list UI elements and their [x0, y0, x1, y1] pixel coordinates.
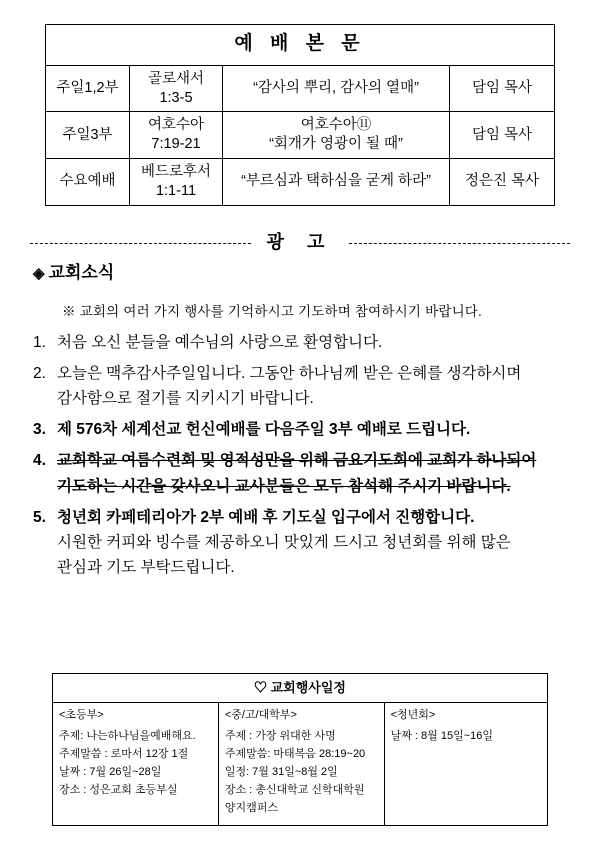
announcement-heading: [30, 228, 570, 254]
item-number: 2.: [33, 365, 46, 383]
schedule-group-label: <초등부>: [59, 709, 104, 722]
table-row: [46, 112, 555, 159]
item-text: 제 576차 세계선교 헌신예배를 다음주일 3부 예배로 드립니다.: [57, 421, 471, 439]
section-title-church-news: [33, 258, 114, 283]
item-text: [57, 505, 573, 580]
list-item: [33, 505, 573, 580]
announcement-list: [33, 330, 573, 586]
item-number: 4.: [33, 452, 46, 470]
sermon-title: “감사의 뿌리, 감사의 열매”: [223, 65, 450, 112]
scripture-book: 여호수아: [147, 117, 205, 134]
schedule-line: 장소 : 총신대학교 신학대학원: [224, 784, 365, 796]
scripture-verses: 7:19-21: [151, 136, 201, 153]
list-item: [33, 361, 573, 411]
schedule-column-elementary: [53, 703, 219, 826]
preacher-name: 담임 목사: [449, 112, 554, 159]
worship-table-title-row: [46, 25, 555, 66]
list-item: [33, 448, 573, 498]
schedule-column-young-adults: [384, 703, 547, 826]
item-text-line2: 기도하는 시간을 갖사오니 교사분들은 모두 참석해 주시기 바랍니다.: [57, 477, 511, 495]
schedule-line: 주제 : 가장 위대한 사명: [224, 729, 336, 742]
schedule-title: ♡ 교회행사일정: [53, 674, 548, 703]
service-name: 수요예배: [46, 159, 130, 206]
item-text-line1: 교회학교 여름수련회 및 영적성만을 위해 금요기도회에 교회가 하나되어: [57, 452, 537, 470]
schedule-title-row: [53, 674, 548, 703]
item-text-line2: 감사함으로 절기를 지키시기 바랍니다.: [57, 390, 314, 408]
scripture-verses: 1:1-11: [155, 182, 197, 199]
schedule-line: 날짜 : 8월 15일~16일: [390, 729, 493, 742]
table-row: [46, 65, 555, 112]
item-text: 처음 오신 분들을 예수님의 사랑으로 환영합니다.: [57, 334, 383, 351]
section-title-label: 교회소식: [48, 263, 115, 282]
item-number: 1.: [33, 334, 46, 351]
item-text: [57, 448, 573, 498]
item-text-line1: 오늘은 맥추감사주일입니다. 그동안 하나님께 받은 은혜를 생각하시며: [57, 365, 522, 383]
announcement-note: ※ 교회의 여러 가지 행사를 기억하시고 기도하며 참여하시기 바랍니다.: [62, 304, 483, 319]
item-number: 5.: [33, 508, 46, 526]
service-name: 주일3부: [46, 112, 130, 159]
list-item: [33, 330, 573, 355]
announcement-heading-label: 광 고: [266, 232, 334, 252]
worship-text-table: [45, 24, 555, 206]
item-text-line3: 관심과 기도 부탁드립니다.: [57, 558, 235, 576]
worship-table-title: 예 배 본 문: [46, 25, 555, 66]
church-schedule-table: [52, 673, 548, 826]
scripture-book: 골로새서: [147, 70, 205, 87]
schedule-group-label: <청년회>: [390, 709, 436, 722]
schedule-group-label: <중/고/대학부>: [224, 709, 297, 722]
schedule-line: 날짜 : 7월 26일~28일: [59, 765, 162, 778]
sermon-subject: “회개가 영광이 될 때”: [269, 136, 403, 153]
scripture-book: 베드로후서: [140, 164, 212, 181]
divider-left: [30, 243, 251, 244]
table-row: [53, 703, 548, 826]
divider-right: [349, 243, 570, 244]
schedule-column-middle-high-college: [218, 703, 384, 826]
table-row: [46, 159, 555, 206]
sermon-title: [223, 112, 450, 159]
schedule-line: 일정: 7월 31일~8월 2일: [224, 765, 338, 778]
list-item: [33, 417, 573, 442]
item-number: 3.: [33, 421, 46, 439]
scripture-reference: [130, 159, 223, 206]
schedule-line: 양지캠퍼스: [224, 802, 278, 815]
item-text-line1: 청년회 카페테리아가 2부 예배 후 기도실 입구에서 진행합니다.: [57, 508, 475, 526]
preacher-name: 정은진 목사: [449, 159, 554, 206]
sermon-series: 여호수아⑪: [300, 117, 372, 134]
item-text-line2: 시원한 커피와 빙수를 제공하오니 맛있게 드시고 청년회를 위해 많은: [57, 533, 511, 551]
service-name: 주일1,2부: [46, 65, 130, 112]
scripture-reference: [130, 65, 223, 112]
sermon-title: “부르심과 택하심을 굳게 하라”: [223, 159, 450, 206]
schedule-line: 주제말씀 : 로마서 12장 1절: [59, 747, 189, 760]
diamond-icon: ◈: [33, 265, 45, 282]
item-text: [57, 361, 573, 411]
schedule-line: 주제말씀: 마태복음 28:19~20: [224, 747, 366, 760]
scripture-verses: 1:3-5: [159, 89, 193, 106]
scripture-reference: [130, 112, 223, 159]
preacher-name: 담임 목사: [449, 65, 554, 112]
schedule-line: 장소 : 성은교회 초등부실: [59, 784, 178, 796]
schedule-line: 주제: 나는하나님을예배해요.: [59, 729, 196, 742]
